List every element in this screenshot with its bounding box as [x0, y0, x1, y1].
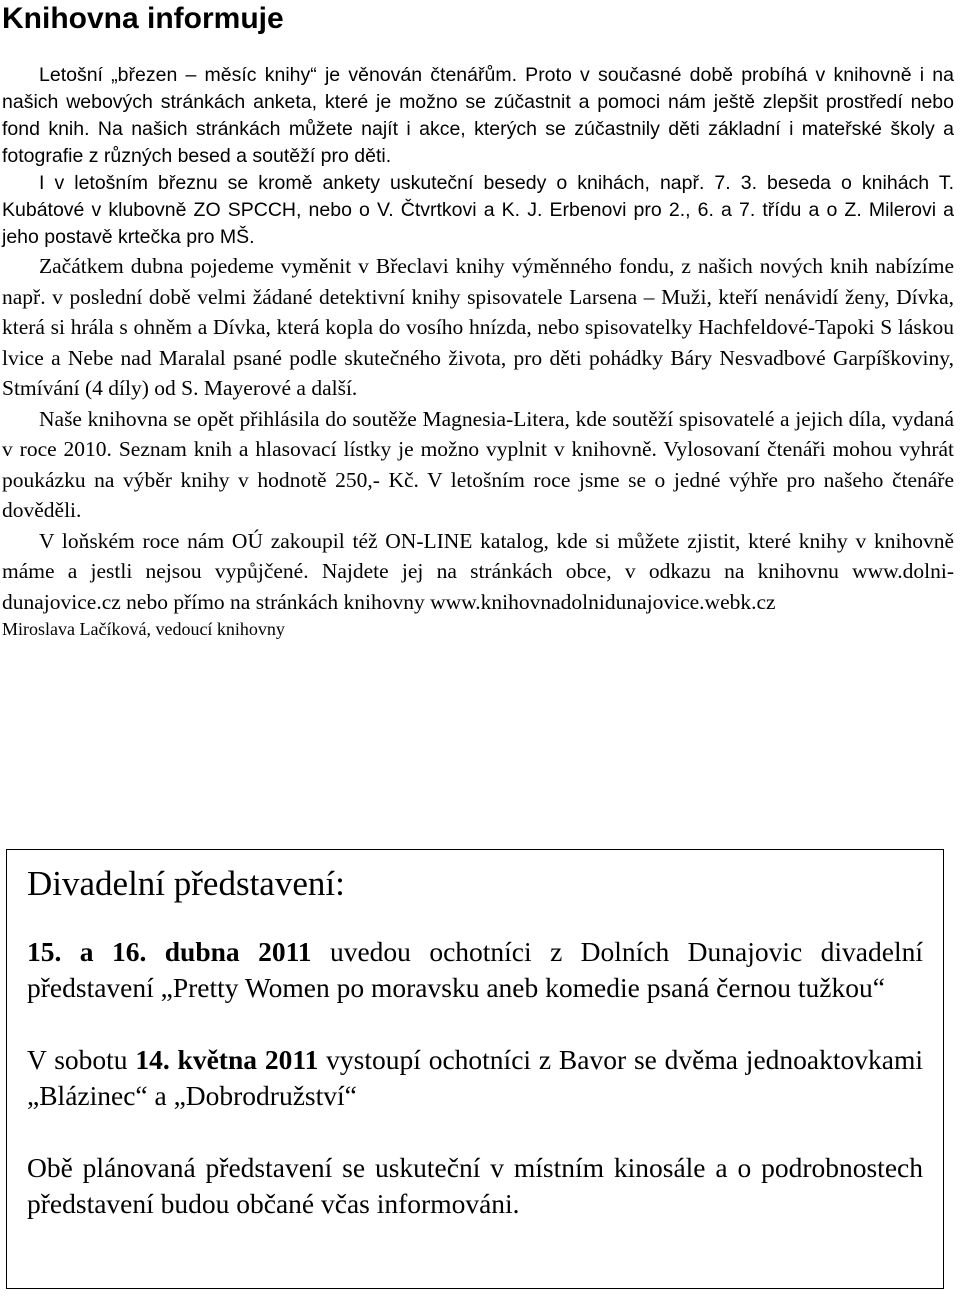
event-2-lead: V sobotu — [27, 1044, 136, 1075]
article-paragraph: V loňském roce nám OÚ zakoupil též ON-LINE katalog, kde si můžete zjistit, které knihy v knihovně máme a jestli nejsou vypůjčené. Najdete jej na stránkách obce, v odkazu na knihovnu www.dolni-dunajovice.cz nebo přímo na stránkách knihovny www.knihovnadolnidunajovice.webk.cz — [2, 528, 954, 614]
article-title: Knihovna informuje — [2, 2, 284, 35]
article-paragraph: Začátkem dubna pojedeme vyměnit v Břeclavi knihy výměnného fondu, z našich nových knih nabízíme např. v poslední době velmi žádané detektivní knihy spisovatele Larsena – Muži, kteří nenávidí ženy, Dívka, která si hrála s ohněm a Dívka, která kopla do vosího hnízda, nebo spisovatelky Hachfeldové-Tapoki S láskou lvice a Nebe nad Maralal psané podle skutečného života, pro děti pohádky Báry Nesvadbové Garpíškoviny, Stmívání (4 díly) od S. Mayerové a další. — [2, 254, 954, 400]
library-article — [2, 62, 954, 641]
event-1-text: uvedou ochotníci z Dolních Dunajovic divadelní představení „Pretty Women po moravsku aneb komedie psaná černou tužkou“ — [27, 936, 923, 1003]
article-signature: Miroslava Lačíková, vedoucí knihovny — [2, 619, 285, 639]
event-2-date: 14. května 2011 — [135, 1044, 319, 1075]
article-paragraph: Letošní „březen – měsíc knihy“ je věnován čtenářům. Proto v současné době probíhá v knihovně i na našich webových stránkách anketa, které je možno se zúčastnit a pomoci nám ještě zlepšit prostředí nebo fond knih. Na našich stránkách můžete najít i akce, kterých se zúčastnily děti základní i mateřské školy a fotografie z různých besed a soutěží pro děti. — [2, 64, 954, 167]
theater-announcement-box — [6, 849, 944, 1289]
theater-note: Obě plánovaná představení se uskuteční v místním kinosále a o podrobnostech představení budou občané včas informováni. — [27, 1152, 923, 1219]
article-paragraph: I v letošním březnu se kromě ankety uskuteční besedy o knihách, např. 7. 3. beseda o knihách T. Kubátové v klubovně ZO SPCCH, nebo o V. Čtvrtkovi a K. J. Erbenovi pro 2., 6. a 7. třídu a o Z. Milerovi a jeho postavě krtečka pro MŠ. — [2, 172, 954, 248]
theater-event-1 — [27, 934, 923, 1006]
event-2-text: vystoupí ochotníci z Bavor se dvěma jednoaktovkami „Blázinec“ a „Dobrodružství“ — [27, 1044, 923, 1111]
theater-title: Divadelní představení: — [27, 864, 345, 903]
theater-event-2 — [27, 1042, 923, 1114]
article-paragraph: Naše knihovna se opět přihlásila do soutěže Magnesia-Litera, kde soutěží spisovatelé a jejich díla, vydaná v roce 2010. Seznam knih a hlasovací lístky je možno vyplnit v knihovně. Vylosovaní čtenáři mohou vyhrát poukázku na výběr knihy v hodnotě 250,- Kč. V letošním roce jsme se o jedné výhře pro našeho čtenáře dověděli. — [2, 406, 954, 522]
event-1-date: 15. a 16. dubna 2011 — [27, 936, 312, 967]
